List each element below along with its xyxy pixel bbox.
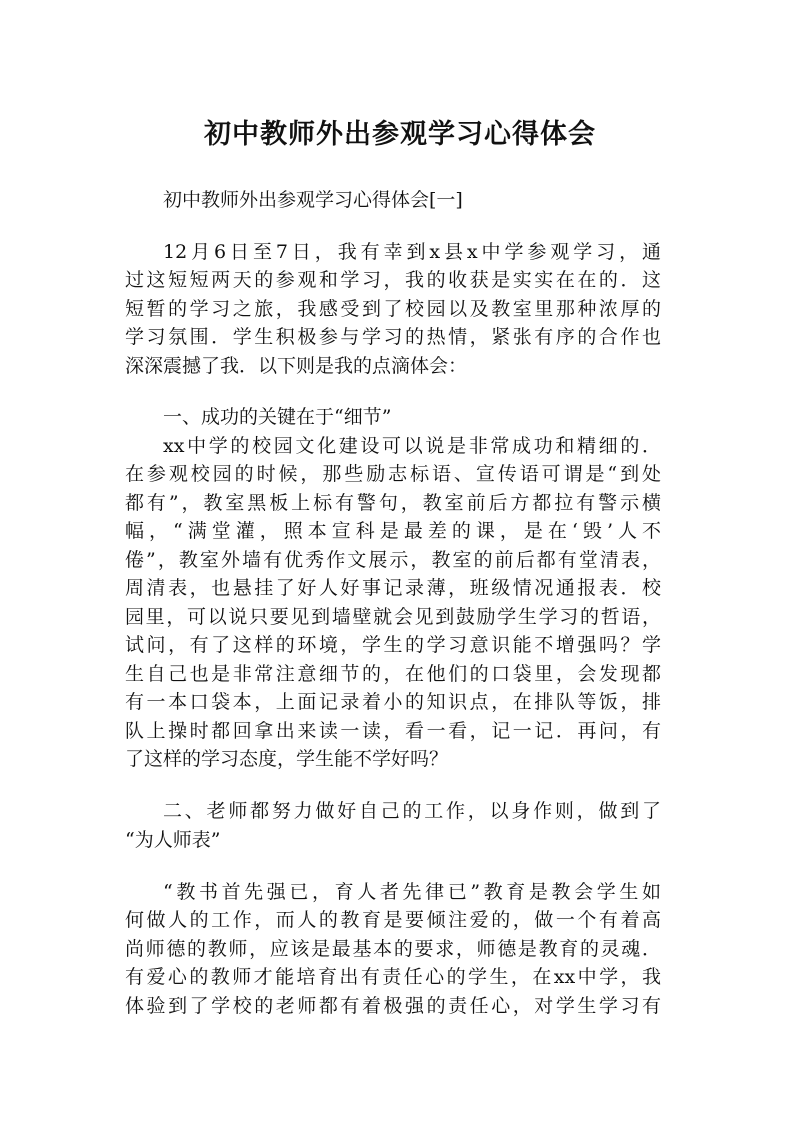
paragraph-line: 学习氛围．学生积极参与学习的热情，紧张有序的合作也 (125, 326, 661, 348)
paragraph-line: 生自己也是非常注意细节的，在他们的口袋里，会发现都 (125, 663, 661, 685)
paragraph-line: 12月6日至7日，我有幸到x县x中学参观学习，通 (163, 241, 661, 263)
paragraph-line: 体验到了学校的老师都有着极强的责任心，对学生学习有 (125, 995, 661, 1017)
paragraph-line: 在参观校园的时候，那些励志标语、宣传语可谓是“到处 (125, 463, 661, 485)
paragraph-line: 短暂的学习之旅，我感受到了校园以及教室里那种浓厚的 (125, 298, 661, 320)
section-heading: 初中教师外出参观学习心得体会[一] (163, 189, 463, 211)
paragraph-line: 有一本口袋本，上面记录着小的知识点，在排队等饭，排 (125, 691, 661, 713)
paragraph-line: 都有”，教室黑板上标有警句，教室前后方都拉有警示横 (125, 492, 661, 514)
document-title: 初中教师外出参观学习心得体会 (204, 119, 596, 150)
paragraph-line: 有爱心的教师才能培育出有责任心的学生，在xx中学，我 (125, 966, 661, 988)
paragraph-line: 倦”，教室外墙有优秀作文展示，教室的前后都有堂清表， (125, 549, 661, 571)
paragraph-line: 尚师德的教师，应该是最基本的要求，师德是教育的灵魂． (125, 938, 661, 960)
paragraph-line: 幅，“满堂灌，照本宣科是最差的课，是在‘毁’人不 (125, 520, 661, 542)
section-heading: 二、老师都努力做好自己的工作，以身作则，做到了 (163, 800, 661, 822)
paragraph-line: 了这样的学习态度，学生能不学好吗？ (125, 748, 449, 770)
paragraph-line: 何做人的工作，而人的教育是要倾注爱的，做一个有着高 (125, 909, 661, 931)
paragraph-line: 周清表，也悬挂了好人好事记录薄，班级情况通报表．校 (125, 577, 661, 599)
section-heading: 一、成功的关键在于“细节” (163, 406, 392, 428)
paragraph-line: 过这短短两天的参观和学习，我的收获是实实在在的．这 (125, 269, 661, 291)
paragraph-line: 深深震撼了我．以下则是我的点滴体会： (125, 355, 468, 377)
paragraph-line: xx中学的校园文化建设可以说是非常成功和精细的． (163, 435, 661, 457)
section-heading-continued: “为人师表” (125, 829, 221, 851)
paragraph-line: 园里，可以说只要见到墙壁就会见到鼓励学生学习的哲语， (125, 606, 661, 628)
paragraph-line: “教书首先强已，育人者先律已”教育是教会学生如 (163, 881, 661, 903)
paragraph-line: 试问，有了这样的环境，学生的学习意识能不增强吗？学 (125, 634, 661, 656)
paragraph-line: 队上操时都回拿出来读一读，看一看，记一记．再问，有 (125, 720, 661, 742)
